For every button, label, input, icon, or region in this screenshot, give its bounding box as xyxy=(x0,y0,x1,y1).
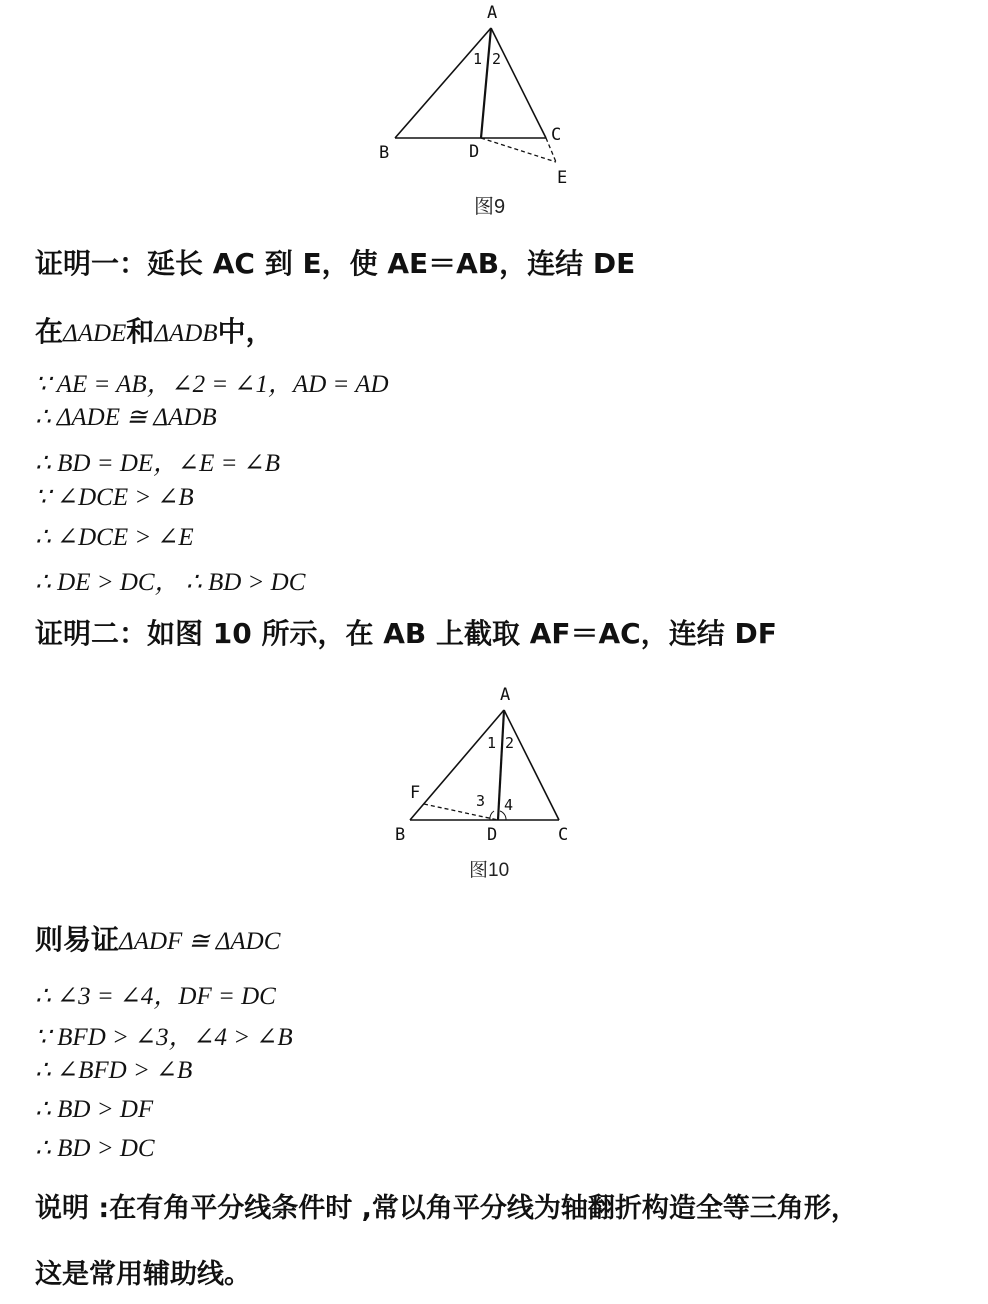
segment-fd xyxy=(424,804,498,820)
figure-9 xyxy=(370,0,590,195)
proof2-line: ∴ BD > DC xyxy=(35,1135,155,1162)
figure-10-diagram xyxy=(388,680,588,850)
proof1-context xyxy=(35,310,274,350)
label-angle-2: 2 xyxy=(505,734,515,752)
proof1-line: ∴ BD = DE，∠E = ∠B xyxy=(35,450,280,477)
label-a: A xyxy=(500,685,511,705)
segment-ab xyxy=(410,710,504,820)
segment-ac xyxy=(491,28,546,138)
proof1-line: ∴ DE > DC， ∴ BD > DC xyxy=(35,569,306,596)
context-triangle-ade: ΔADE xyxy=(63,320,127,347)
proof2-intro xyxy=(35,918,280,958)
proof1-heading: 证明一：延长 AC 到 E，使 AE＝AB，连结 DE xyxy=(35,247,636,280)
label-angle-2: 2 xyxy=(492,50,502,68)
proof2-heading: 证明二：如图 10 所示，在 AB 上截取 AF＝AC，连结 DF xyxy=(35,617,777,650)
figure-9-diagram xyxy=(370,0,590,195)
label-c: C xyxy=(558,825,569,845)
proof1-line: ∴ ΔADE ≅ ΔADB xyxy=(35,404,217,431)
proof2-line: ∴ BD > DF xyxy=(35,1096,154,1123)
label-c: C xyxy=(551,125,562,145)
context-suffix: 中， xyxy=(217,315,274,348)
figure-10-caption: 图10 xyxy=(469,860,510,881)
label-angle-4: 4 xyxy=(504,796,514,814)
proof2-intro-text: 则易证 xyxy=(35,923,120,956)
label-angle-1: 1 xyxy=(487,734,497,752)
label-angle-1: 1 xyxy=(473,50,483,68)
label-a: A xyxy=(487,3,498,23)
label-f: F xyxy=(410,783,421,803)
figure-9-caption: 图9 xyxy=(474,196,506,218)
context-mid: 和 xyxy=(126,315,155,348)
proof2-intro-math: ΔADF ≅ ΔADC xyxy=(119,928,281,955)
segment-ad xyxy=(481,28,491,138)
context-triangle-adb: ΔADB xyxy=(154,320,218,347)
label-b: B xyxy=(395,825,406,845)
label-d: D xyxy=(469,142,480,162)
proof2-line: ∵ BFD > ∠3，∠4 > ∠B xyxy=(35,1024,293,1051)
label-b: B xyxy=(379,143,390,163)
figure-10 xyxy=(388,680,588,850)
proof1-line: ∴ ∠DCE > ∠E xyxy=(35,524,194,551)
proof2-line: ∴ ∠3 = ∠4，DF = DC xyxy=(35,983,276,1010)
label-d: D xyxy=(487,825,498,845)
note-line-1: 说明 :在有角平分线条件时 ,常以角平分线为轴翻折构造全等三角形， xyxy=(35,1193,858,1224)
note-line-2: 这是常用辅助线。 xyxy=(35,1259,251,1290)
proof1-line: ∵ AE = AB，∠2 = ∠1，AD = AD xyxy=(35,371,389,398)
context-prefix: 在 xyxy=(35,315,64,348)
proof2-line: ∴ ∠BFD > ∠B xyxy=(35,1057,193,1084)
segment-ab xyxy=(395,28,491,138)
segment-de xyxy=(481,138,556,162)
label-e: E xyxy=(557,168,568,188)
proof1-line: ∵ ∠DCE > ∠B xyxy=(35,484,194,511)
label-angle-3: 3 xyxy=(476,792,486,810)
